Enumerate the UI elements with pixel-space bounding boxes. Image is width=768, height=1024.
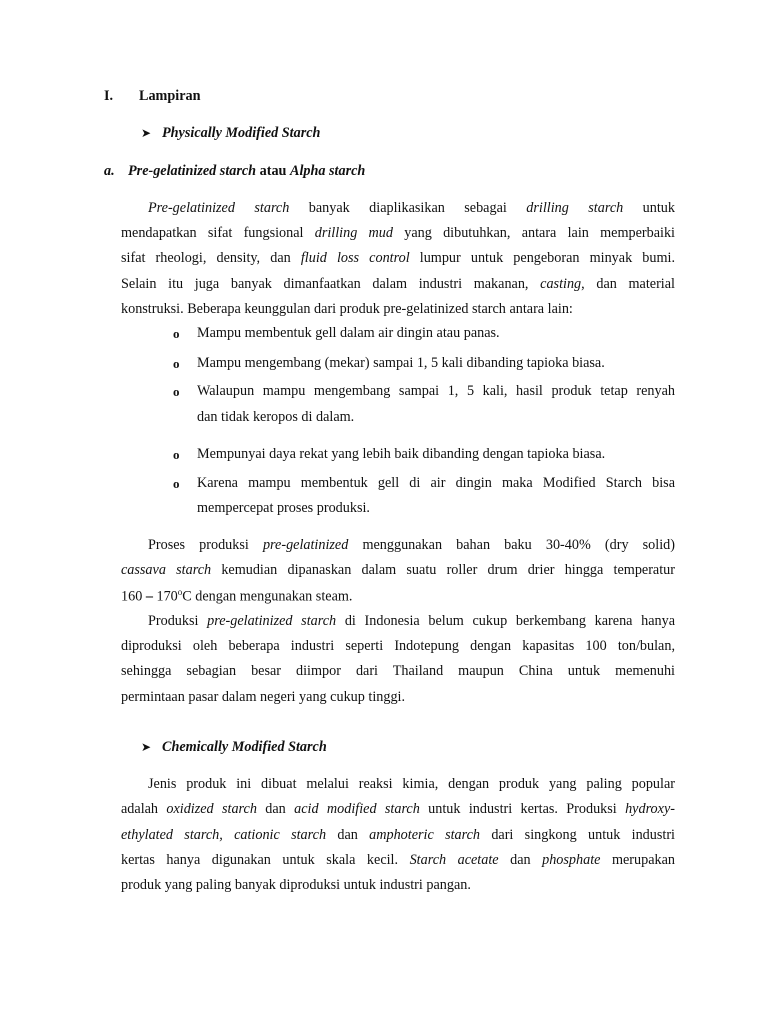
paragraph-line: Selain itu juga banyak dimanfaatkan dalam industri makanan, casting, dan material [121, 276, 675, 292]
paragraph-line: Produksi pre-gelatinized starch di Indonesia belum cukup berkembang karena hanya [148, 613, 676, 629]
paragraph-line: adalah oxidized starch dan acid modified starch untuk industri kertas. Produksi hydroxy- [121, 801, 675, 817]
paragraph-line: sifat rheologi, density, dan fluid loss control lumpur untuk pengeboran minyak bumi. [121, 250, 675, 266]
bullet-marker: o [173, 476, 180, 491]
heading-number: I. [104, 88, 114, 104]
bullet-item: Karena mampu membentuk gell di air dingin maka Modified Starch bisa [197, 475, 675, 491]
paragraph-line: Proses produksi pre-gelatinized menggunakan bahan baku 30-40% (dry solid) [148, 537, 675, 553]
bullet-item-continuation: mempercepat proses produksi. [197, 500, 370, 516]
paragraph-line: ethylated starch, cationic starch dan amphoteric starch dari singkong untuk industri [121, 827, 675, 843]
paragraph-line: Jenis produk ini dibuat melalui reaksi kimia, dengan produk yang paling popular [148, 776, 675, 792]
bullet-item: Mampu mengembang (mekar) sampai 1, 5 kali dibanding tapioka biasa. [197, 355, 605, 371]
paragraph-line: cassava starch kemudian dipanaskan dalam suatu roller drum drier hingga temperatur [121, 562, 675, 578]
subsection-letter: a. [104, 163, 115, 179]
bullet-item: Mempunyai daya rekat yang lebih baik dibanding dengan tapioka biasa. [197, 446, 606, 462]
section-title-chemical: Chemically Modified Starch [162, 739, 327, 755]
section-title-physical: Physically Modified Starch [162, 125, 321, 141]
bullet-marker: o [173, 326, 180, 341]
paragraph-line: Pre-gelatinized starch banyak diaplikasikan sebagai drilling starch untuk [148, 200, 675, 216]
bullet-marker: o [173, 356, 180, 371]
paragraph-line: produk yang paling banyak diproduksi untuk industri pangan. [121, 877, 471, 893]
subsection-title: Pre-gelatinized starch atau Alpha starch [128, 163, 366, 179]
heading-title: Lampiran [139, 88, 201, 104]
paragraph-line: konstruksi. Beberapa keunggulan dari produk pre-gelatinized starch antara lain: [121, 301, 573, 317]
paragraph-line: 160 – 170$^o$C dengan mengunakan steam. [121, 587, 353, 605]
bullet-marker: o [173, 447, 180, 462]
paragraph-line: kertas hanya digunakan untuk skala kecil. Starch acetate dan phosphate merupakan [121, 852, 675, 868]
arrow-bullet-icon: ➤ [141, 740, 152, 754]
bullet-item-continuation: dan tidak keropos di dalam. [197, 409, 355, 425]
paragraph-line: sehingga sebagian besar diimpor dari Thailand maupun China untuk memenuhi [121, 663, 675, 679]
bullet-item: Mampu membentuk gell dalam air dingin atau panas. [197, 325, 500, 341]
paragraph-line: permintaan pasar dalam negeri yang cukup tinggi. [121, 689, 406, 705]
paragraph-line: mendapatkan sifat fungsional drilling mud yang dibutuhkan, antara lain memperbaiki [121, 225, 675, 241]
bullet-marker: o [173, 384, 180, 399]
bullet-item: Walaupun mampu mengembang sampai 1, 5 kali, hasil produk tetap renyah [197, 383, 675, 399]
arrow-bullet-icon: ➤ [141, 126, 152, 140]
paragraph-line: diproduksi oleh beberapa industri seperti Indotepung dengan kapasitas 100 ton/bulan, [121, 638, 675, 654]
